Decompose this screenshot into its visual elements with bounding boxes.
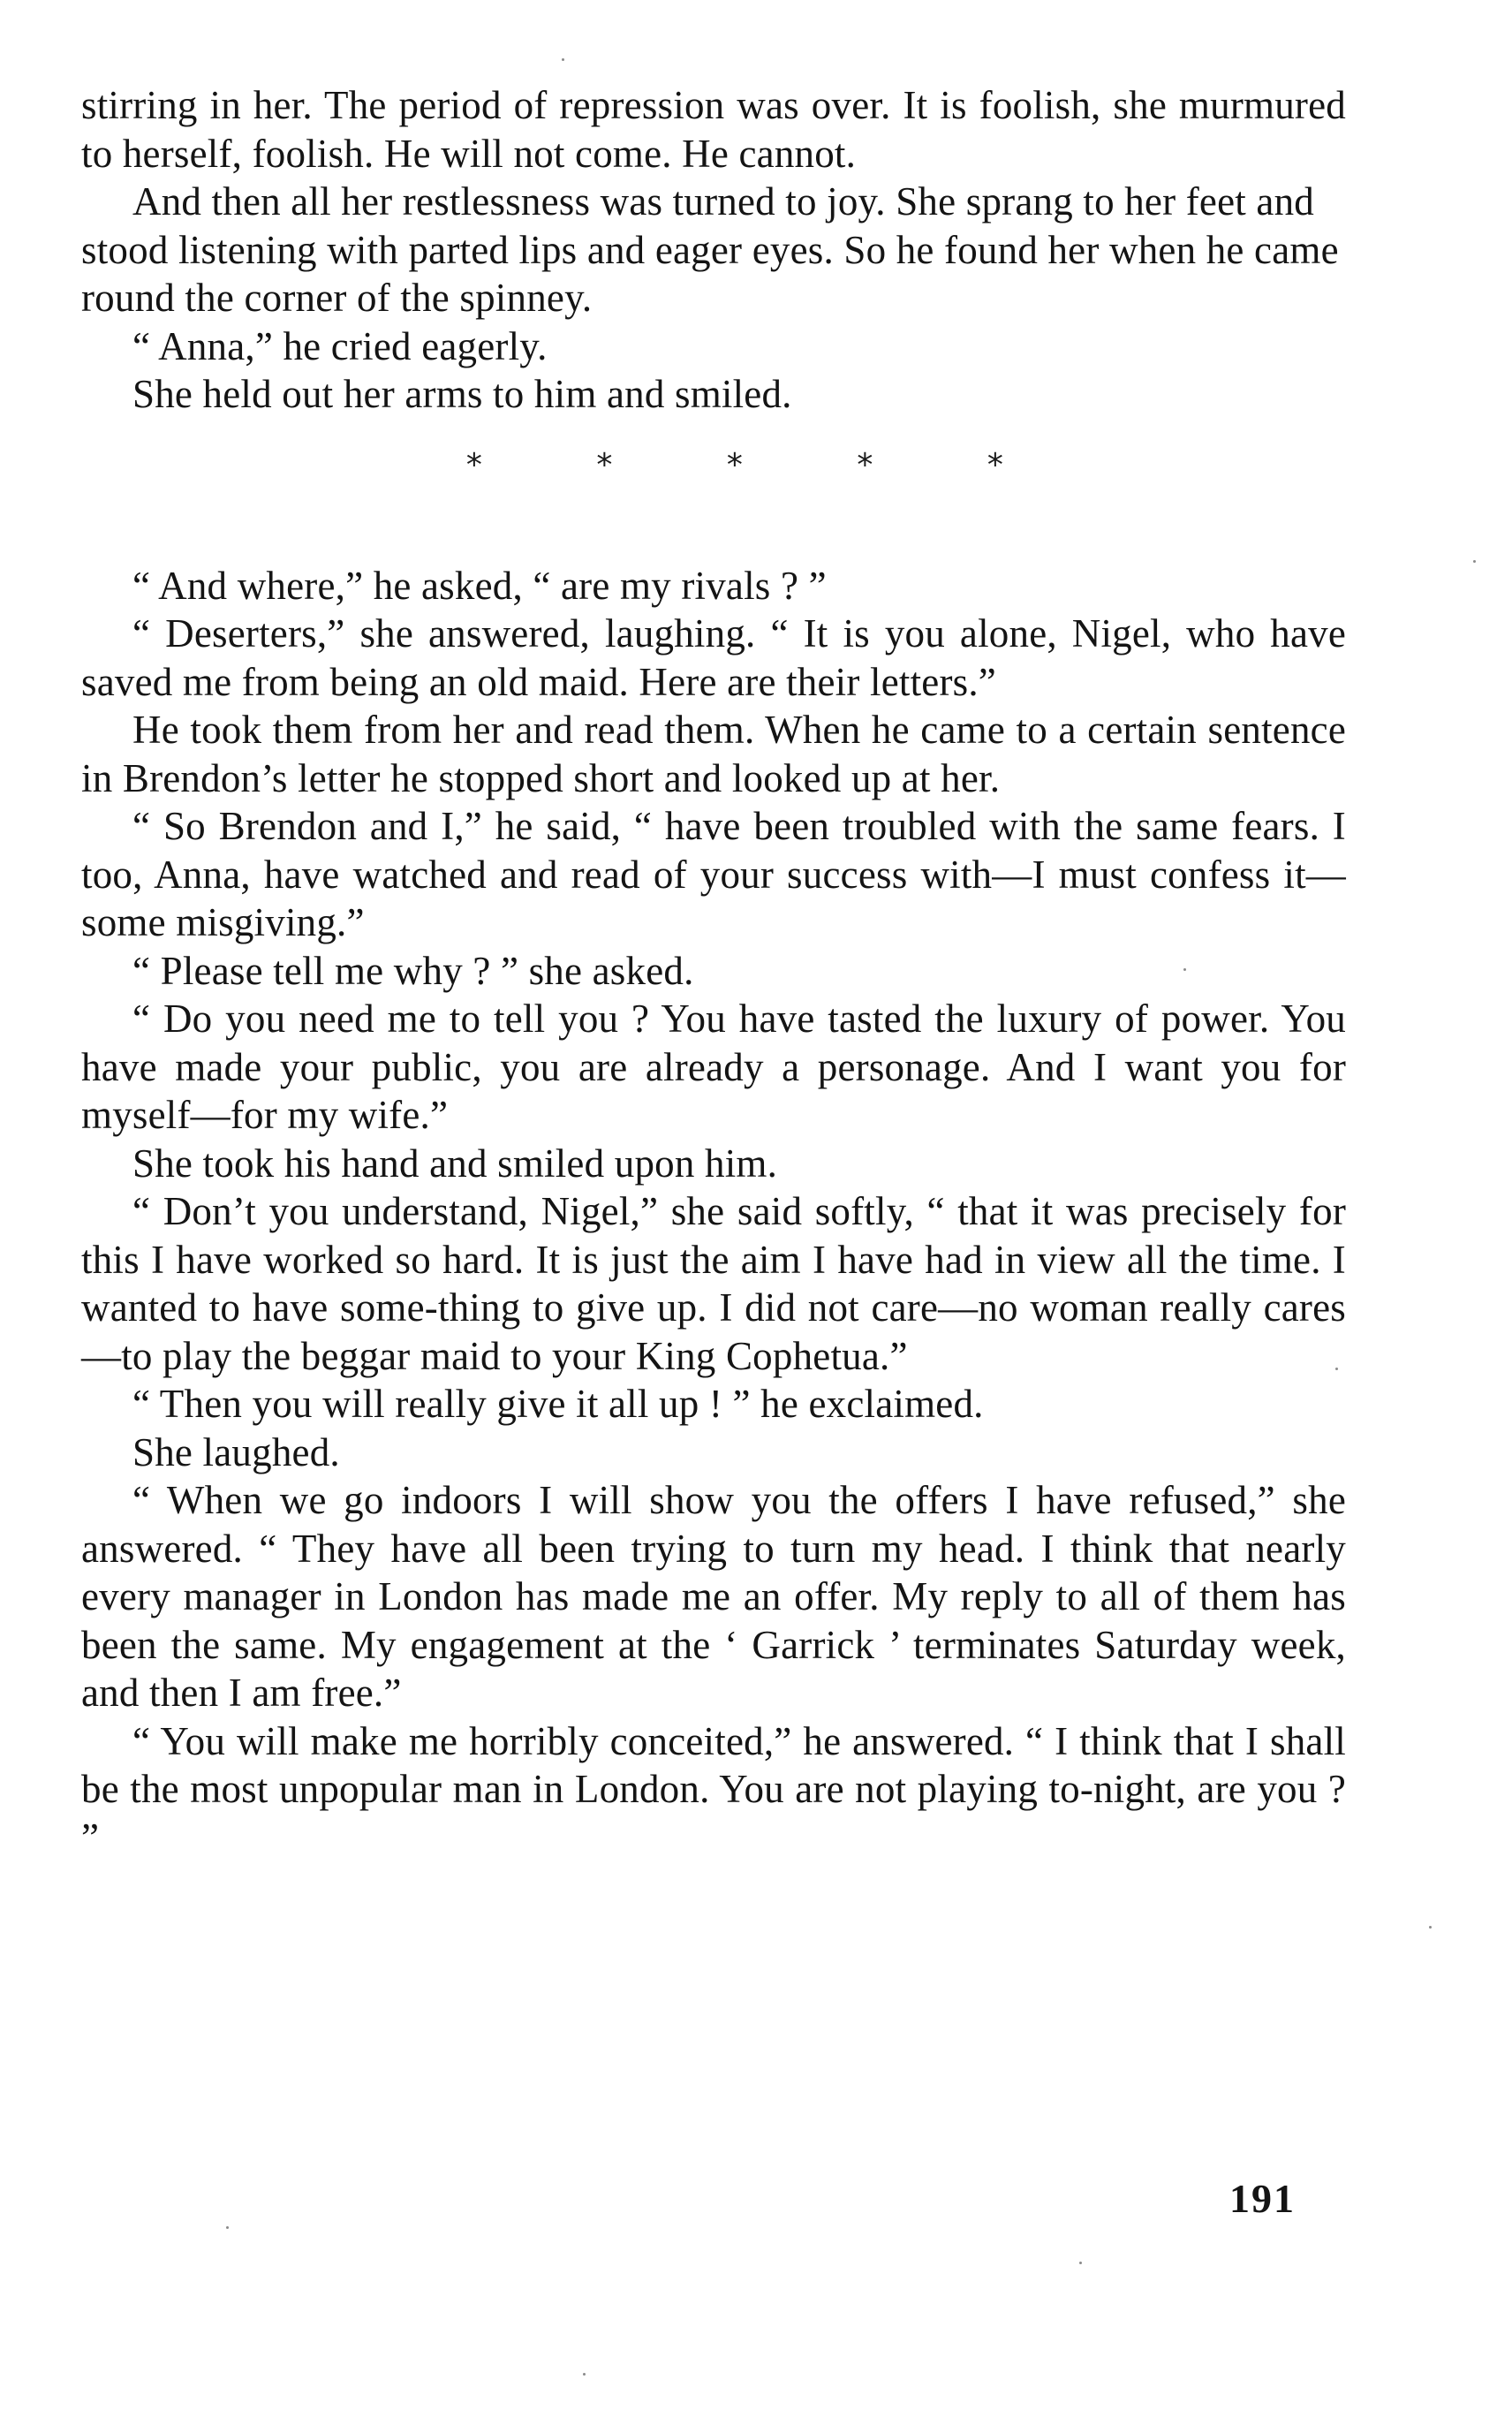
paragraph: She held out her arms to him and smiled. <box>132 372 792 416</box>
paragraph: “ Don’t you understand, Nigel,” she said softly, “ that it was precisely for this I have worked so hard. It is just the aim I have had in view all the time. I wanted to have some-thing to give up. I did not care—no woman really cares—to play the beggar maid to your King Cophetua.” <box>81 1189 1346 1378</box>
section-break <box>81 419 1346 562</box>
paper-speck <box>562 58 564 61</box>
paragraph: “ When we go indoors I will show you the offers I have refused,” she answered. “ They have all been trying to turn my head. I think that nearly every manager in London has made me an offer. My reply to all of them has been the same. My engagement at the ‘ Garrick ’ terminates Saturday week, and then I am free.” <box>81 1478 1346 1715</box>
paragraph: “ Deserters,” she answered, laughing. “ It is you alone, Nigel, who have saved me from being an old maid. Here are their letters.” <box>81 611 1346 704</box>
paragraph: stirring in her. The period of repression was over. It is foolish, she murmured to herself, foolish. He will not come. He cannot. <box>81 83 1346 176</box>
paragraph: “ Do you need me to tell you ? You have tasted the luxury of power. You have made your public, you are already a personage. And I want you for myself—for my wife.” <box>81 997 1346 1137</box>
paper-speck <box>1473 560 1476 563</box>
paragraph: “ So Brendon and I,” he said, “ have been troubled with the same fears. I too, Anna, have watched and read of your success with—I must confess it—some misgiving.” <box>81 804 1346 944</box>
paragraph: “ And where,” he asked, “ are my rivals ? ” <box>132 563 827 608</box>
asterisk-ornament: * <box>987 446 1004 483</box>
paper-speck <box>1429 1926 1432 1929</box>
paragraph: And then all her restlessness was turned to joy. She sprang to her feet and stood listening with parted lips and eager eyes. So he found her when he came round the corner of the spinney. <box>81 179 1339 320</box>
asterisk-ornament: * <box>726 446 744 483</box>
paper-speck <box>1335 1368 1338 1370</box>
asterisk-ornament: * <box>857 446 873 483</box>
page-number: 191 <box>1229 2176 1296 2221</box>
paragraph: She laughed. <box>132 1429 340 1474</box>
paper-speck <box>583 2373 586 2376</box>
asterisk-ornament: * <box>596 446 613 483</box>
paper-speck <box>1183 968 1186 971</box>
paragraph: “ You will make me horribly conceited,” he answered. “ I think that I shall be the most unpopular man in London. You are not playing to-night, are you ? ” <box>81 1718 1346 1860</box>
paragraph: He took them from her and read them. When he came to a certain sentence in Brendon’s letter he stopped short and looked up at her. <box>81 708 1346 800</box>
paragraph: She took his hand and smiled upon him. <box>132 1141 778 1186</box>
body-text <box>81 81 1346 1861</box>
paper-speck <box>226 2226 229 2229</box>
paragraph: “ Anna,” he cried eagerly. <box>132 323 548 368</box>
asterisk-ornament: * <box>465 446 483 483</box>
paper-speck <box>1079 2262 1082 2264</box>
paragraph: “ Then you will really give it all up ! ” he exclaimed. <box>132 1382 984 1426</box>
paragraph: “ Please tell me why ? ” she asked. <box>132 948 694 993</box>
